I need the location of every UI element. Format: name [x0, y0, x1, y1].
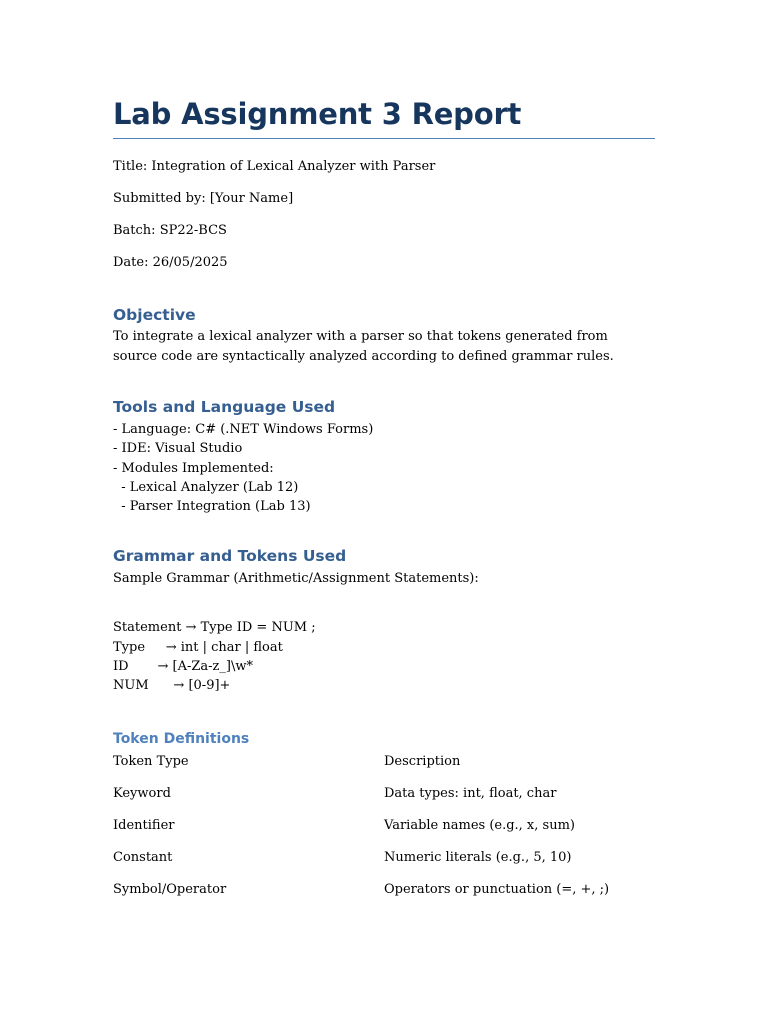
table-header-cell: Description	[384, 753, 461, 769]
grammar-rule: Statement → Type ID = NUM ;	[113, 620, 316, 636]
table-cell: Data types: int, float, char	[384, 785, 557, 801]
table-row	[113, 817, 655, 849]
table-cell: Operators or punctuation (=, +, ;)	[384, 881, 610, 897]
document-title: Lab Assignment 3 Report	[113, 96, 655, 139]
tools-line: - Language: C# (.NET Windows Forms)	[113, 422, 374, 437]
objective-heading: Objective	[113, 306, 196, 324]
table-cell: Variable names (e.g., x, sum)	[384, 817, 575, 833]
table-cell: Identifier	[113, 817, 175, 833]
table-row	[113, 881, 655, 913]
table-header-row	[113, 753, 655, 785]
meta-submitted-by: Submitted by: [Your Name]	[113, 191, 294, 206]
meta-title: Title: Integration of Lexical Analyzer with Parser	[113, 159, 436, 174]
table-cell: Numeric literals (e.g., 5, 10)	[384, 849, 572, 865]
table-cell: Symbol/Operator	[113, 881, 227, 897]
table-cell: Constant	[113, 849, 173, 865]
token-definitions-table	[113, 753, 655, 913]
token-definitions-heading: Token Definitions	[113, 730, 250, 747]
tools-list	[113, 420, 655, 516]
tools-line: - Modules Implemented:	[113, 460, 274, 476]
meta-date: Date: 26/05/2025	[113, 255, 228, 270]
grammar-rule: NUM → [0-9]+	[113, 678, 231, 694]
grammar-rule: Type → int | char | float	[113, 639, 283, 655]
tools-heading: Tools and Language Used	[113, 398, 336, 416]
meta-batch: Batch: SP22-BCS	[113, 223, 227, 238]
table-cell: Keyword	[113, 785, 171, 801]
tools-line: - IDE: Visual Studio	[113, 441, 243, 457]
table-row	[113, 785, 655, 817]
table-header-cell: Token Type	[113, 753, 189, 769]
objective-text: To integrate a lexical analyzer with a parser so that tokens generated from source code are syntactically analyzed according to defined grammar rules.	[113, 329, 614, 364]
document-page	[113, 96, 655, 913]
grammar-intro: Sample Grammar (Arithmetic/Assignment Statements):	[113, 571, 479, 587]
table-row	[113, 849, 655, 881]
tools-line: - Lexical Analyzer (Lab 12)	[113, 479, 299, 495]
grammar-rules	[113, 618, 655, 695]
tools-line: - Parser Integration (Lab 13)	[113, 499, 311, 515]
grammar-heading: Grammar and Tokens Used	[113, 547, 347, 566]
grammar-rule: ID → [A-Za-z_]\w*	[113, 659, 253, 675]
